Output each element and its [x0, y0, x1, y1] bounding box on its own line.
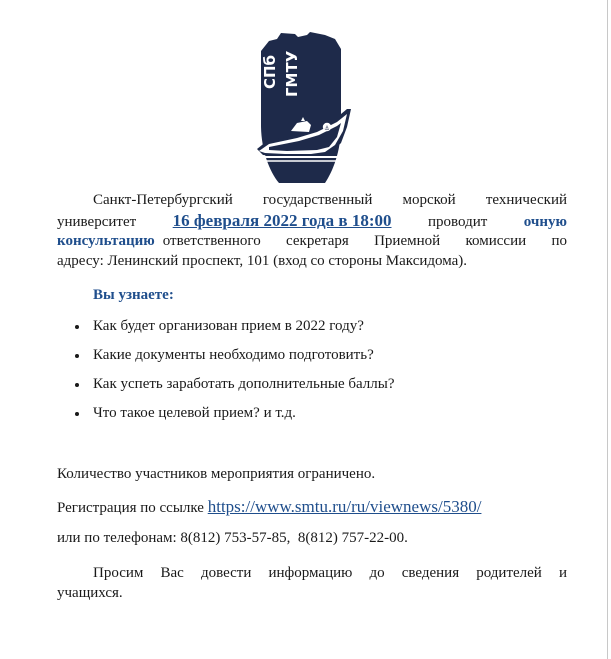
bullet-icon	[75, 325, 79, 329]
intro-line-3-rest: ответственного секретаря Приемной комиссии по	[162, 233, 567, 249]
list-item	[75, 317, 395, 346]
intro-em-2: консультацию	[57, 233, 155, 249]
logo-text-bottom: ГМТУ	[283, 50, 301, 97]
registration-label: Регистрация по ссылке	[57, 500, 204, 516]
list-item-text: Как будет организован прием в 2022 году?	[93, 318, 364, 334]
request-line-1: Просим Вас довести информацию до сведения родителей и	[93, 565, 567, 581]
logo-text-top: СПб	[261, 54, 279, 89]
list-item-text: Какие документы необходимо подготовить?	[93, 347, 374, 363]
list-item	[75, 346, 395, 375]
intro-line-4: адресу: Ленинский проспект, 101 (вход со стороны Максидома).	[57, 252, 468, 269]
learn-title: Вы узнаете:	[93, 287, 174, 303]
intro-verb: проводит	[428, 213, 488, 230]
phones-line: или по телефонам: 8(812) 753-57-85, 8(812) 757-22-00.	[57, 530, 408, 546]
learn-list	[75, 317, 395, 433]
list-item-text: Как успеть заработать дополнительные баллы?	[93, 376, 395, 392]
smtu-logo	[255, 31, 351, 185]
event-date: 16 февраля 2022 года в 18:00	[172, 210, 392, 230]
registration-line	[57, 497, 481, 517]
intro-line-2	[57, 211, 567, 233]
intro-paragraph	[57, 191, 567, 271]
intro-line-3	[57, 232, 567, 252]
registration-link[interactable]: https://www.smtu.ru/ru/viewnews/5380/	[207, 497, 482, 516]
smtu-shield-icon	[255, 31, 351, 185]
limited-notice: Количество участников мероприятия ограничено.	[57, 466, 376, 482]
request-paragraph	[57, 564, 567, 603]
page-edge	[607, 0, 608, 659]
bullet-icon	[75, 354, 79, 358]
bullet-icon	[75, 412, 79, 416]
bullet-icon	[75, 383, 79, 387]
intro-em-1: очную	[523, 213, 567, 230]
svg-text:⚓: ⚓	[324, 125, 330, 132]
list-item	[75, 375, 395, 404]
list-item-text: Что такое целевой прием? и т.д.	[93, 405, 296, 421]
intro-line-1: Санкт-Петербургский государственный морской технический	[93, 192, 567, 208]
request-line-2: учащихся.	[57, 584, 123, 601]
intro-prefix: университет	[57, 213, 137, 230]
list-item	[75, 404, 395, 433]
